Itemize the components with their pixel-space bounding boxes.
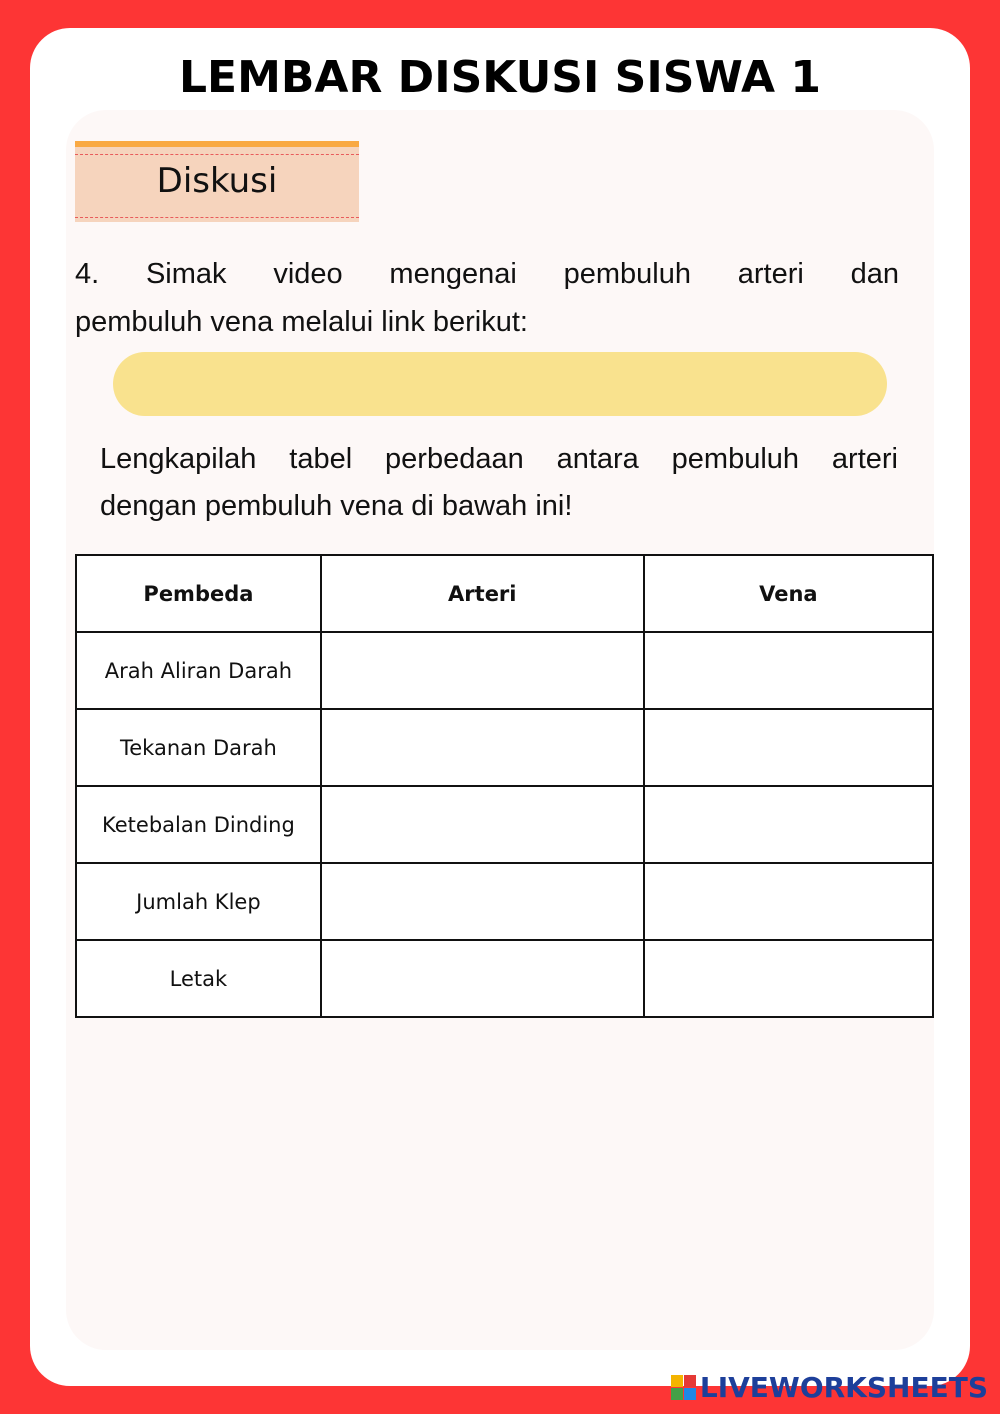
arteri-answer-cell[interactable] <box>321 940 644 1017</box>
table-header-row <box>76 555 933 632</box>
header-arteri: Arteri <box>321 555 644 632</box>
row-label: Arah Aliran Darah <box>76 632 321 709</box>
tab-dashed-line-top <box>75 154 359 155</box>
link-answer-box[interactable] <box>113 352 887 416</box>
row-label: Letak <box>76 940 321 1017</box>
table-row <box>76 940 933 1017</box>
row-label: Ketebalan Dinding <box>76 786 321 863</box>
header-vena: Vena <box>644 555 933 632</box>
vena-answer-cell[interactable] <box>644 863 933 940</box>
arteri-answer-cell[interactable] <box>321 709 644 786</box>
instruction-line-2: dengan pembuluh vena di bawah ini! <box>100 490 573 522</box>
instruction-text <box>100 436 898 530</box>
section-tab <box>75 141 359 222</box>
liveworksheets-logo[interactable] <box>671 1371 988 1404</box>
table-row <box>76 786 933 863</box>
worksheet-card <box>30 28 970 1386</box>
brand-name: LIVEWORKSHEETS <box>699 1371 988 1404</box>
page-title: LEMBAR DISKUSI SISWA 1 <box>179 52 821 103</box>
liveworksheets-icon <box>671 1375 696 1400</box>
vena-answer-cell[interactable] <box>644 709 933 786</box>
table-row <box>76 632 933 709</box>
question-line-1: 4. Simak video mengenai pembuluh arteri dan <box>75 258 899 290</box>
question-text <box>75 250 899 346</box>
section-tab-label: Diskusi <box>156 161 278 201</box>
tab-dashed-line-bottom <box>75 217 359 218</box>
table-row <box>76 709 933 786</box>
vena-answer-cell[interactable] <box>644 786 933 863</box>
header-pembeda: Pembeda <box>76 555 321 632</box>
table-row <box>76 863 933 940</box>
instruction-line-1: Lengkapilah tabel perbedaan antara pembuluh arteri <box>100 443 898 475</box>
row-label: Tekanan Darah <box>76 709 321 786</box>
arteri-answer-cell[interactable] <box>321 863 644 940</box>
comparison-table <box>75 554 934 1018</box>
arteri-answer-cell[interactable] <box>321 632 644 709</box>
vena-answer-cell[interactable] <box>644 940 933 1017</box>
row-label: Jumlah Klep <box>76 863 321 940</box>
vena-answer-cell[interactable] <box>644 632 933 709</box>
question-line-2: pembuluh vena melalui link berikut: <box>75 306 528 338</box>
arteri-answer-cell[interactable] <box>321 786 644 863</box>
